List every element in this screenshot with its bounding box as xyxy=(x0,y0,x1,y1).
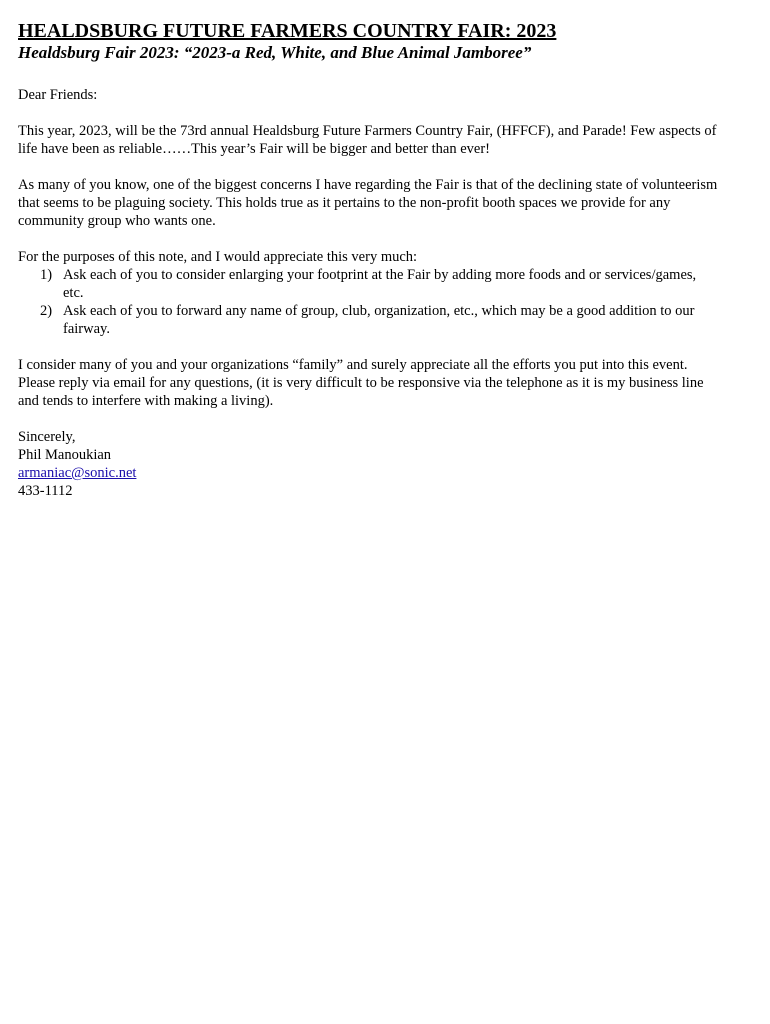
signature-block xyxy=(18,428,718,500)
phone-number: 433-1112 xyxy=(18,483,73,499)
letter-page xyxy=(18,20,718,500)
letter-subtitle: Healdsburg Fair 2023: “2023-a Red, White, and Blue Animal Jamboree” xyxy=(18,43,532,62)
list-item xyxy=(18,302,718,338)
closing: Sincerely, xyxy=(18,429,76,445)
list-item xyxy=(18,266,718,302)
email-link[interactable]: armaniac@sonic.net xyxy=(18,465,137,481)
paragraph-closing-note: I consider many of you and your organizations “family” and surely appreciate all the efforts you put into this event. Please reply via email for any questions, (it is very difficult to be responsive via the telephone as it is my business line and tends to interfere with making a living). xyxy=(18,357,704,409)
salutation: Dear Friends: xyxy=(18,87,98,103)
letter-title: HEALDSBURG FUTURE FARMERS COUNTRY FAIR: 2023 xyxy=(18,20,557,42)
list-item-text: Ask each of you to forward any name of group, club, organization, etc., which may be a good addition to our fairway. xyxy=(63,303,695,337)
request-list xyxy=(18,266,718,338)
list-item-number: 2) xyxy=(40,303,53,319)
list-intro: For the purposes of this note, and I would appreciate this very much: xyxy=(18,249,418,265)
list-item-number: 1) xyxy=(40,267,53,283)
list-item-text: Ask each of you to consider enlarging your footprint at the Fair by adding more foods and or services/games, etc. xyxy=(63,267,697,301)
paragraph-volunteerism: As many of you know, one of the biggest concerns I have regarding the Fair is that of the declining state of volunteerism that seems to be plaguing society. This holds true as it pertains to the non-profit booth spaces we provide for any community group who wants one. xyxy=(18,177,718,229)
signer-name: Phil Manoukian xyxy=(18,447,112,463)
paragraph-intro: This year, 2023, will be the 73rd annual Healdsburg Future Farmers Country Fair, (HFFCF), and Parade! Few aspects of life have been as reliable……This year’s Fair will be bigger and better than ever! xyxy=(18,123,717,157)
